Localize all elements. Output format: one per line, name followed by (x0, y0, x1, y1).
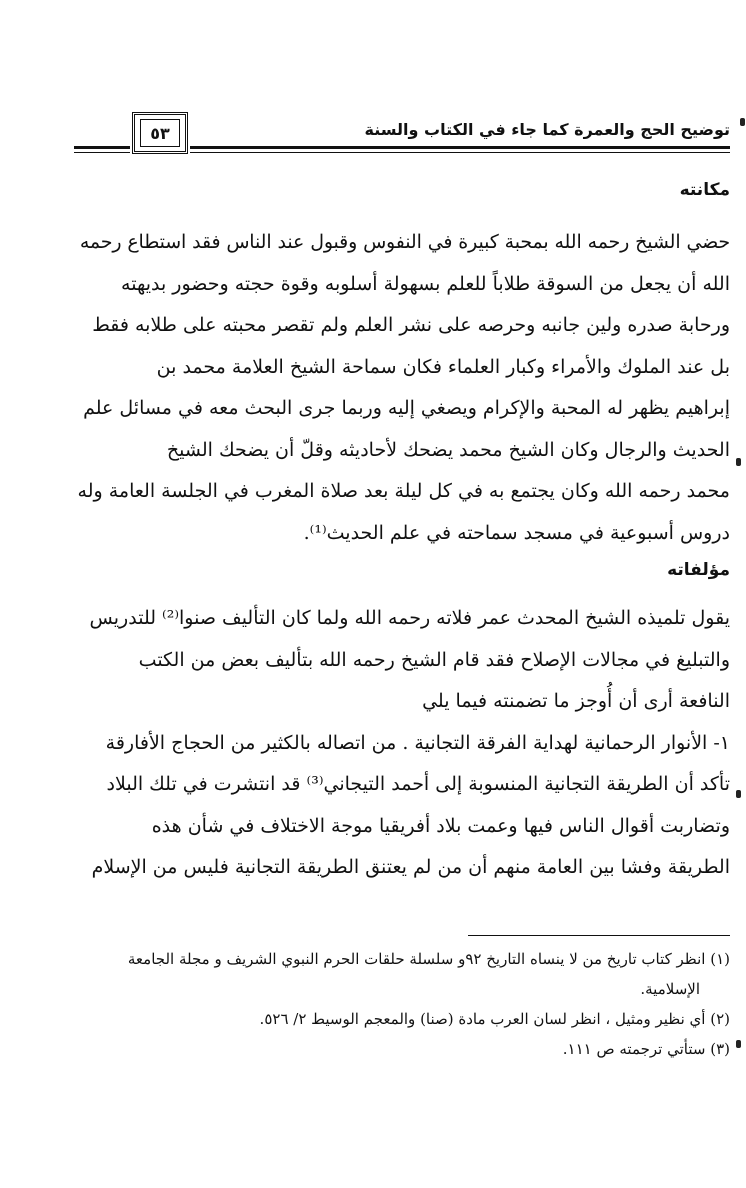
text-line: وتضاربت أقوال الناس فيها وعمت بلاد أفريقيا موجة الاختلاف في شأن هذه (151, 814, 730, 837)
text-line: حضي الشيخ رحمه الله بمحبة كبيرة في النفوس وقبول عند الناس فقد استطاع رحمه (79, 232, 730, 253)
text-line: بل عند الملوك والأمراء وكبار العلماء فكان سماحة الشيخ العلامة محمد بن (156, 355, 730, 378)
page-header (74, 112, 730, 156)
section-heading-works: مؤلفاته (667, 560, 730, 580)
page-number: ٥٣ (140, 119, 180, 147)
page-number-box (132, 112, 188, 154)
footnote-3: (٣) ستأتي ترجمته ص ١١١. (562, 1040, 730, 1058)
text-line: دروس أسبوعية في مسجد سماحته في علم الحديث⁽¹⁾. (303, 521, 730, 544)
header-rule-thin (190, 152, 730, 153)
footnote-2: (٢) أي نظير ومثيل ، انظر لسان العرب مادة (صنا) والمعجم الوسيط ٢/ ٥٢٦. (259, 1010, 730, 1028)
text-line: والتبليغ في مجالات الإصلاح فقد قام الشيخ رحمه الله بتأليف بعض من الكتب (138, 648, 730, 671)
running-title: توضيح الحج والعمرة كما جاء في الكتاب والسنة (364, 120, 730, 139)
text-line: ١- الأنوار الرحمانية لهداية الفرقة التجانية . من اتصاله بالكثير من الحجاج الأفارقة (105, 731, 730, 754)
text-line: الحديث والرجال وكان الشيخ محمد يضحك لأحاديثه وقلّ أن يضحك الشيخ (166, 438, 730, 461)
section-body-works (74, 598, 730, 889)
footnote-1: (١) انظر كتاب تاريخ من لا ينساه التاريخ ٩٢و سلسلة حلقات الحرم النبوي الشريف و مجلة الجامعة (127, 950, 730, 968)
scan-margin-mark (736, 458, 741, 466)
text-line: تأكد أن الطريقة التجانية المنسوبة إلى أحمد التيجاني⁽³⁾ قد انتشرت في تلك البلاد (106, 773, 730, 795)
text-line: ورحابة صدره ولين جانبه وحرصه على نشر العلم ولم تقصر محبته على طلابه فقط (92, 314, 730, 336)
header-left-rule (74, 146, 130, 149)
text-line: إبراهيم يظهر له المحبة والإكرام ويصغي إليه وربما جرى البحث معه في مسائل علم (83, 397, 730, 419)
text-line: الله أن يجعل من السوقة طلاباً للعلم بسهولة أسلوبه وقوة حجته وحضور بديهته (121, 272, 730, 295)
text-line: محمد رحمه الله وكان يجتمع به في كل ليلة بعد صلاة المغرب في الجلسة العامة وله (77, 480, 730, 502)
scan-margin-mark (736, 1040, 741, 1048)
section-body-status (74, 222, 730, 554)
text-line: يقول تلميذه الشيخ المحدث عمر فلاته رحمه الله ولما كان التأليف صنوا⁽²⁾ للتدريس (89, 607, 730, 629)
footnote-1-continued: الإسلامية. (640, 980, 700, 998)
text-line: النافعة أرى أن أُوجز ما تضمنته فيما يلي (422, 690, 730, 712)
footnotes (74, 944, 730, 1064)
footnote-separator (468, 935, 730, 936)
scan-margin-mark (740, 118, 745, 126)
text-line: الطريقة وفشا بين العامة منهم أن من لم يعتنق الطريقة التجانية فليس من الإسلام (91, 856, 730, 878)
scan-margin-mark (736, 790, 741, 798)
header-left-rule-thin (74, 152, 130, 153)
header-rule (190, 146, 730, 149)
section-heading-status: مكانته (679, 180, 730, 200)
